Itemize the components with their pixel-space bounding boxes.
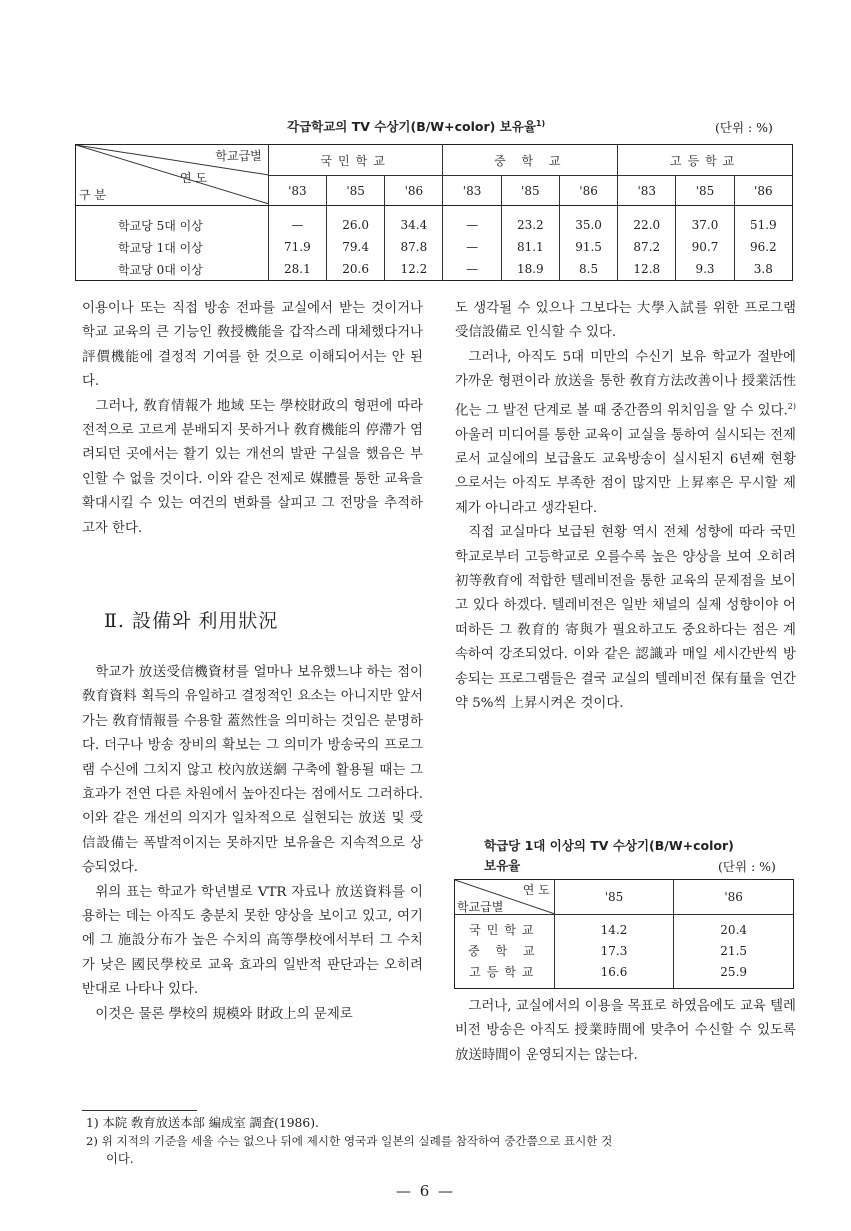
section-heading: Ⅱ. 設備와 利用狀況	[104, 610, 279, 632]
paragraph: 직접 교실마다 보급된 현황 역시 전체 성향에 따라 국민학교로부터 고등학교로 오를수록 높은 양상을 보여 오히려 初等敎育에 적합한 텔레비전을 통한 교육의 문제점을 보이고 있다 하겠다. 텔레비전은 일반 채널의 실제 성향이야 어떠하든 그 敎育的 寄與가 필요하고도 중요하다는 점은 계속하여 강조되었다. 이와 같은 認識과 매일 세시간반씩 방송되는 프로그램들은 결국 교실의 텔레비전 保有量을 연간 약 5%씩 上昇시켜온 것이다.	[455, 525, 796, 711]
table-cell: 90.7	[676, 236, 734, 258]
table2-caption-line2: 보유율	[484, 858, 521, 873]
paragraph: 이용이나 또는 직접 방송 전파를 교실에서 받는 것이거나 학교 교육의 큰 기능인 敎授機能을 갑작스레 대체했다거나 評價機能에 결정적 기여를 한 것으로 이해되어서는 안 된다.	[82, 301, 423, 390]
table-cell: 8.5	[559, 258, 617, 281]
table-cell: 91.5	[559, 236, 617, 258]
row-label: 학교당 0대 이상	[118, 262, 203, 277]
table-row	[455, 940, 794, 961]
table-cell: 34.4	[385, 206, 443, 237]
table1-group-high: 고등학교	[618, 145, 793, 176]
table2-caption-line1: 학급당 1대 이상의 TV 수상기(B/W+color)	[484, 838, 734, 853]
table1-year: '86	[559, 176, 617, 206]
table1-year: '86	[734, 176, 792, 206]
table-cell: 3.8	[734, 258, 792, 281]
table2-year: '86	[674, 880, 794, 915]
table1-corner-cell	[76, 145, 269, 206]
table1-corner-school-level: 학교급별	[215, 149, 262, 163]
table1-corner-category: 구 분	[79, 188, 106, 202]
footnote-1: 1) 本院 敎育放送本部 編成室 調査(1986).	[86, 1116, 319, 1130]
table-cell: —	[268, 206, 326, 237]
table-cell: 26.0	[327, 206, 385, 237]
table1-year: '83	[268, 176, 326, 206]
table-row	[76, 206, 793, 237]
footnote-2: 2) 위 지적의 기준을 세울 수는 없으나 뒤에 제시한 영국과 일본의 실례를 참작하여 중간쯤으로 표시한 것	[86, 1134, 613, 1148]
table-cell: 81.1	[501, 236, 559, 258]
table2	[454, 879, 794, 989]
table1-year: '85	[501, 176, 559, 206]
row-label: 고등학교	[469, 965, 540, 979]
table-cell: 28.1	[268, 258, 326, 281]
table-cell: 20.6	[327, 258, 385, 281]
table-cell: 35.0	[559, 206, 617, 237]
table1-group-middle: 중 학 교	[443, 145, 618, 176]
table1-year: '83	[618, 176, 676, 206]
row-label: 중 학 교	[468, 944, 541, 958]
table1-caption: 각급학교의 TV 수상기(B/W+color) 보유율$^{1)}$	[287, 118, 546, 134]
page-number: — 6 —	[395, 1182, 456, 1200]
table1-year: '83	[443, 176, 501, 206]
table2-year: '85	[554, 880, 674, 915]
table-cell: 23.2	[501, 206, 559, 237]
table-cell: 87.8	[385, 236, 443, 258]
paragraph: 위의 표는 학교가 학년별로 VTR 자료나 放送資料를 이용하는 데는 아직도 충분치 못한 양상을 보이고 있고, 여기에 그 施設分布가 높은 수치의 高等學校에서부터 그 수치가 낮은 國民學校로 교육 효과의 일반적 판단과는 오히려 반대로 나타나 있다.	[82, 884, 423, 998]
paragraph: 학교가 放送受信機資材를 얼마나 보유했느냐 하는 점이 敎育資料 획득의 유일하고 결정적인 요소는 아니지만 앞서가는 敎育情報를 수용할 蓋然性을 의미하는 것임은 분명하다. 더구나 방송 장비의 확보는 그 의미가 방송국의 프로그램 수신에 그치지 않고 校內放送網 구축에 활용될 때는 그 효과가 전연 다른 차원에서 높아진다는 점에서도 그러하다. 이와 같은 개선의 의지가 일차적으로 실현되는 放送 및 受信設備는 폭발적이지는 못하지만 보유율은 지속적으로 상승되었다.	[82, 665, 423, 876]
table-cell: 22.0	[618, 206, 676, 237]
left-column-bottom	[82, 661, 423, 1027]
left-column-top	[82, 297, 423, 541]
paragraph: 그러나, 아직도 5대 미만의 수신기 보유 학교가 절반에 가까운 형편이라 放送을 통한 敎育方法改善이나 授業活性化는 그 발전 단계로 볼 때 중간쯤의 위치임을 알 수 있다.$^{2)}$ 아울러 미디어를 통한 교육이 교실을 통하여 실시되는 전제로서 교실에의 보급율도 교육방송이 실시된지 6년째 현황으로서는 아직도 부족한 점이 많지만 上昇率은 무시할 제제가 아니라고 생각된다.	[455, 349, 796, 516]
table2-corner-year: 연 도	[522, 883, 550, 897]
table-row	[76, 236, 793, 258]
table1-corner-year: 연 도	[180, 171, 207, 185]
row-label: 학교당 5대 이상	[118, 218, 203, 233]
table2-unit: (단위 : %)	[718, 859, 776, 874]
table1	[75, 144, 793, 281]
table-cell: —	[443, 236, 501, 258]
table-cell: —	[443, 258, 501, 281]
table-cell: 25.9	[674, 961, 794, 989]
right-column-bottom	[455, 995, 796, 1068]
table-cell: 12.2	[385, 258, 443, 281]
table-cell: 21.5	[674, 940, 794, 961]
right-column-top	[455, 297, 796, 716]
footnote-2-continuation: 이다.	[106, 1152, 134, 1166]
table1-year: '85	[676, 176, 734, 206]
table-cell: 9.3	[676, 258, 734, 281]
paragraph: 그러나, 교실에서의 이용을 목표로 하였음에도 교육 텔레비전 방송은 아직도 授業時間에 맞추어 수신할 수 있도록 放送時間이 운영되지는 않는다.	[455, 999, 796, 1063]
table-cell: 37.0	[676, 206, 734, 237]
table-cell: 16.6	[554, 961, 674, 989]
table-cell: 96.2	[734, 236, 792, 258]
table-cell: 17.3	[554, 940, 674, 961]
table-cell: 18.9	[501, 258, 559, 281]
table-cell: 87.2	[618, 236, 676, 258]
table1-year: '86	[385, 176, 443, 206]
table1-group-elementary: 국민학교	[268, 145, 443, 176]
table-cell: 14.2	[554, 915, 674, 941]
paragraph: 도 생각될 수 있으나 그보다는 大學入試를 위한 프로그램受信設備로 인식할 수 있다.	[455, 301, 796, 341]
table-cell: 20.4	[674, 915, 794, 941]
table-row	[455, 915, 794, 941]
table-row	[455, 961, 794, 989]
table-row	[76, 258, 793, 281]
table2-corner-school-level: 학교급별	[457, 900, 504, 914]
table-cell: —	[443, 206, 501, 237]
table2-corner-cell	[455, 880, 555, 915]
table-cell: 51.9	[734, 206, 792, 237]
table-cell: 71.9	[268, 236, 326, 258]
table-cell: 79.4	[327, 236, 385, 258]
row-label: 국민학교	[469, 923, 540, 937]
table-cell: 12.8	[618, 258, 676, 281]
paragraph: 이것은 물론 學校의 規模와 財政上의 문제로	[95, 1006, 353, 1022]
row-label: 학교당 1대 이상	[118, 240, 203, 255]
table1-unit: (단위 : %)	[715, 120, 773, 135]
footnote-rule	[82, 1110, 197, 1111]
paragraph: 그러나, 敎育情報가 地域 또는 學校財政의 형편에 따라 전적으로 고르게 분배되지 못하거나 敎育機能의 停滯가 염려되던 곳에서는 활기 있는 개선의 발판 구실을 했음은 부인할 수 없을 것이다. 이와 같은 전제로 媒體를 통한 교육을 확대시킬 수 있는 여건의 변화를 살피고 그 전망을 추적하고자 한다.	[82, 398, 423, 536]
table1-year: '85	[327, 176, 385, 206]
